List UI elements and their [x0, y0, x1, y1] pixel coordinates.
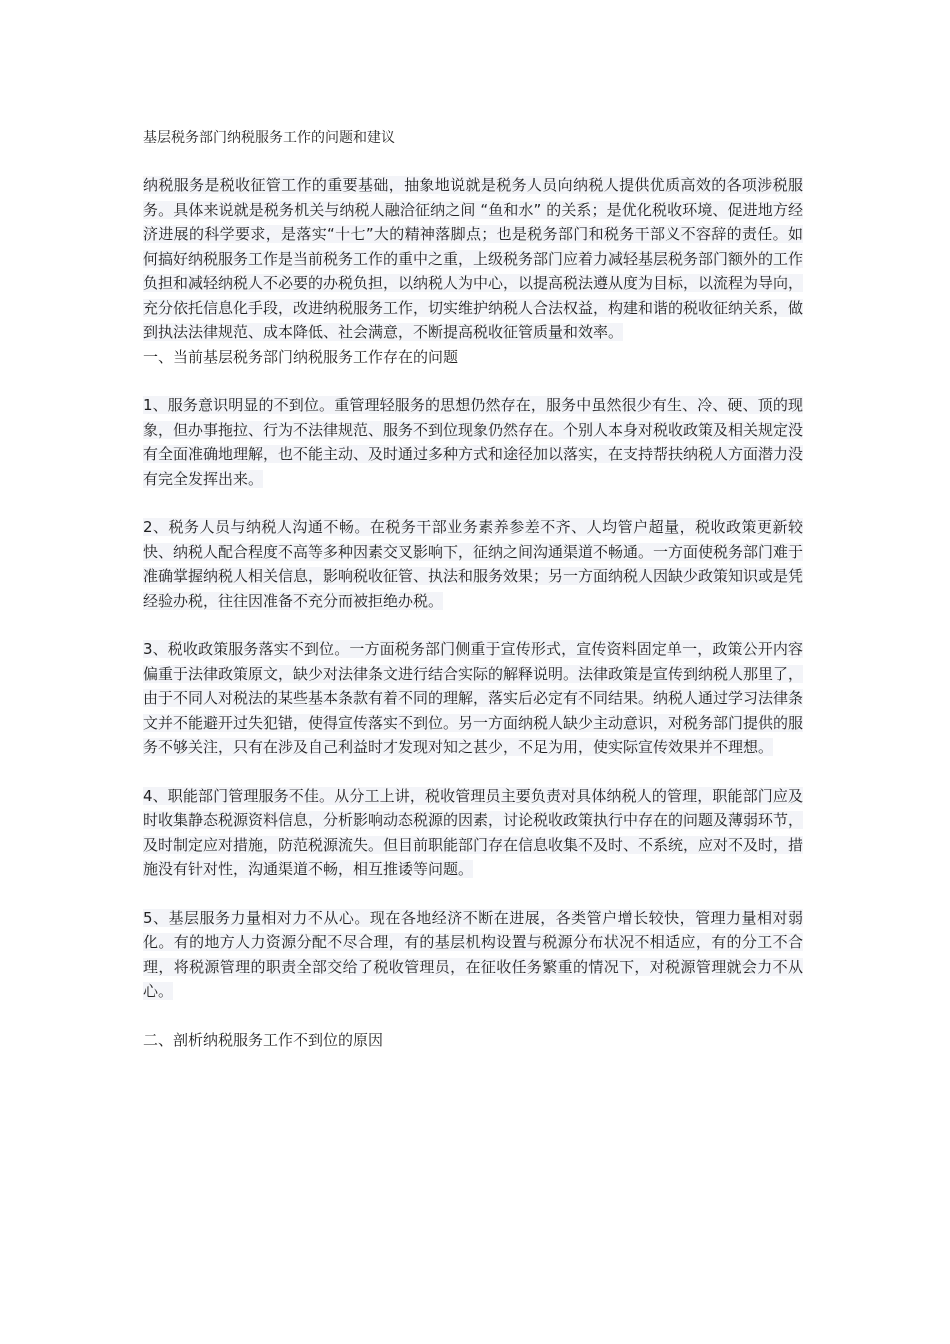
document-title: 基层税务部门纳税服务工作的问题和建议: [143, 130, 395, 146]
item-2-text: 2、税务人员与纳税人沟通不畅。在税务干部业务素养参差不齐、人均管户超量，税收政策更新较快、纳税人配合程度不高等多种因素交叉影响下，征纳之间沟通渠道不畅通。一方面使税务部门难于准确掌握纳税人相关信息，影响税收征管、执法和服务效果；另一方面纳税人因缺少政策知识或是凭经验办税，往往因准备不充分而被拒绝办税。: [143, 518, 804, 610]
item-2-paragraph: [143, 515, 803, 613]
item-5-text: 5、基层服务力量相对力不从心。现在各地经济不断在进展，各类管户增长较快，管理力量相对弱化。有的地方人力资源分配不尽合理，有的基层机构设置与税源分布状况不相适应，有的分工不合理，将税源管理的职责全部交给了税收管理员，在征收任务繁重的情况下，对税源管理就会力不从心。: [143, 908, 803, 1000]
item-4-paragraph: [143, 784, 803, 882]
item-1-text: 1、服务意识明显的不到位。重管理轻服务的思想仍然存在，服务中虽然很少有生、冷、硬、顶的现象，但办事拖拉、行为不法律规范、服务不到位现象仍然存在。个别人本身对税收政策及相关规定没有全面准确地理解，也不能主动、及时通过多种方式和途径加以落实，在支持帮扶纳税人方面潜力没有完全发挥出来。: [143, 396, 804, 488]
document-page: [143, 126, 803, 1052]
section-2-heading: 二、剖析纳税服务工作不到位的原因: [143, 1030, 384, 1049]
item-4-text: 4、职能部门管理服务不佳。从分工上讲，税收管理员主要负责对具体纳税人的管理，职能部门应及时收集静态税源资料信息，分析影响动态税源的因素，讨论税收政策执行中存在的问题及薄弱环节，及时制定应对措施，防范税源流失。但目前职能部门存在信息收集不及时、不系统，应对不及时，措施没有针对性，沟通渠道不畅，相互推诿等问题。: [143, 786, 804, 878]
item-5-paragraph: [143, 906, 803, 1004]
intro-text: 纳税服务是税收征管工作的重要基础，抽象地说就是税务人员向纳税人提供优质高效的各项涉税服务。具体来说就是税务机关与纳税人融洽征纳之间 “鱼和水” 的关系；是优化税收环境、促进地方经济进展的科学要求，是落实“十七”大的精神落脚点；也是税务部门和税务干部义不容辞的责任。如何搞好纳税服务工作是当前税务工作的重中之重，上级税务部门应着力减轻基层税务部门额外的工作负担和减轻纳税人不必要的办税负担，以纳税人为中心，以提高税法遵从度为目标，以流程为导向，充分依托信息化手段，改进纳税服务工作，切实维护纳税人合法权益，构建和谐的税收征纳关系，做到执法法律规范、成本降低、社会满意，不断提高税收征管质量和效率。: [143, 176, 804, 341]
item-3-paragraph: [143, 637, 803, 760]
section-1-heading: 一、当前基层税务部门纳税服务工作存在的问题: [143, 347, 459, 366]
item-1-paragraph: [143, 393, 803, 491]
item-3-text: 3、税收政策服务落实不到位。一方面税务部门侧重于宣传形式，宣传资料固定单一，政策公开内容偏重于法律政策原文，缺少对法律条文进行结合实际的解释说明。法律政策是宣传到纳税人那里了，由于不同人对税法的某些基本条款有着不同的理解，落实后必定有不同结果。纳税人通过学习法律条文并不能避开过失犯错，使得宣传落实不到位。另一方面纳税人缺少主动意识，对税务部门提供的服务不够关注，只有在涉及自己利益时才发现对知之甚少，不足为用，使实际宣传效果并不理想。: [143, 640, 804, 756]
intro-paragraph: [143, 173, 803, 345]
